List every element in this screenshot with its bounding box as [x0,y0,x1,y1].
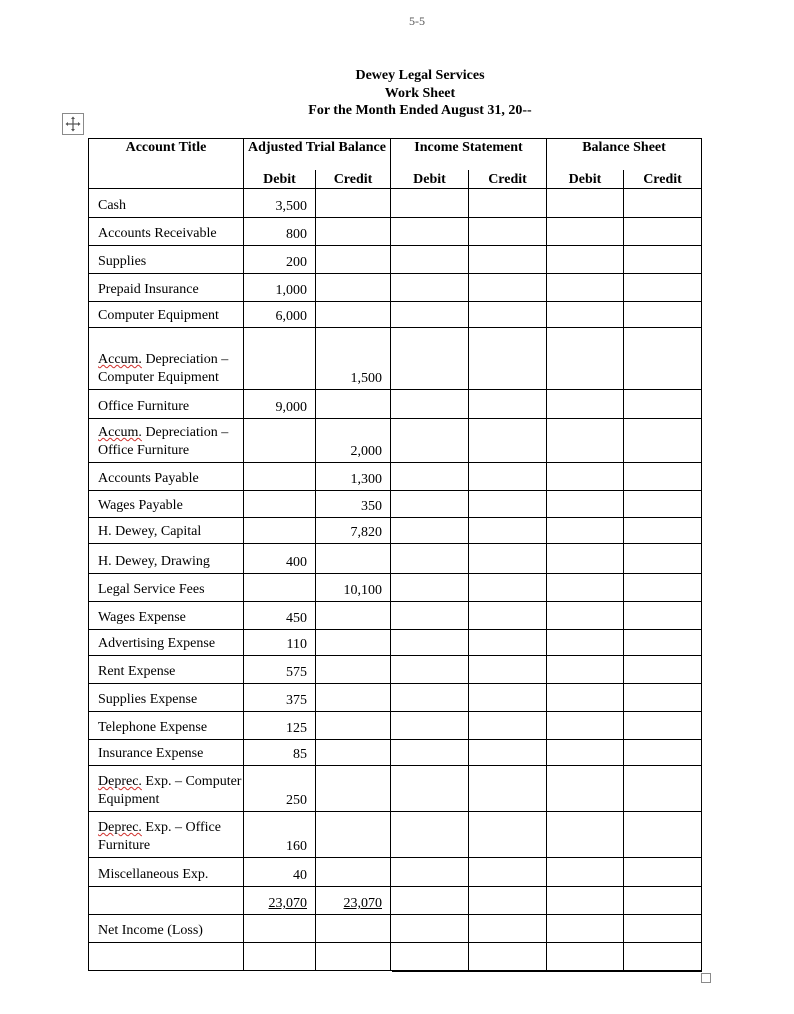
tb-credit-cell[interactable] [316,684,391,712]
tb-credit-value: 1,500 [350,371,382,386]
is-credit-cell[interactable] [469,218,547,246]
tb-debit-value: 400 [286,555,307,570]
is-credit-cell[interactable] [469,712,547,740]
tb-credit-cell[interactable] [316,463,391,491]
table-resize-handle[interactable] [701,973,711,983]
is-credit-cell[interactable] [469,491,547,518]
tb-debit-cell[interactable] [244,218,316,246]
account-title-cell[interactable]: Accum. Depreciation –Office Furniture [89,419,244,463]
tb-credit-cell[interactable] [316,328,391,390]
table-row [89,302,702,328]
tb-credit-cell[interactable] [316,712,391,740]
totals-row [89,887,702,915]
tb-debit-value: 250 [286,793,307,808]
table-row [89,574,702,602]
tb-credit-cell[interactable] [316,887,391,915]
account-title-cell[interactable]: Prepaid Insurance [89,274,244,302]
is-debit-cell[interactable] [391,491,469,518]
tb-debit-value: 110 [286,637,307,652]
tb-debit-cell[interactable] [244,544,316,574]
bs-credit-cell[interactable] [624,712,702,740]
is-debit-cell[interactable] [391,518,469,544]
bs-debit-cell[interactable] [547,684,624,712]
tb-debit-cell[interactable] [244,943,316,971]
account-title-cell[interactable]: Cash [89,189,244,218]
account-title-cell[interactable]: Wages Payable [89,491,244,518]
is-credit-cell[interactable] [469,274,547,302]
bs-debit-cell[interactable] [547,218,624,246]
bs-credit-cell[interactable] [624,544,702,574]
report-title: Work Sheet [384,85,456,101]
is-debit-cell[interactable] [391,684,469,712]
tb-debit-value: 6,000 [275,309,307,324]
tb-debit-value: 160 [286,839,307,854]
bs-credit-cell[interactable] [624,656,702,684]
tb-debit-cell[interactable] [244,656,316,684]
table-row [89,491,702,518]
table-row [89,656,702,684]
tb-debit-value: 3,500 [275,199,307,214]
tb-debit-value: 85 [293,747,307,762]
is-credit-cell[interactable] [469,390,547,419]
table-bottom-rule [392,971,702,972]
is-credit-cell[interactable] [469,463,547,491]
tb-debit-cell[interactable] [244,274,316,302]
is-debit-cell[interactable] [391,630,469,656]
is-credit-cell[interactable] [469,656,547,684]
tb-credit-cell[interactable] [316,602,391,630]
worksheet-heading [0,67,794,120]
tb-debit-cell[interactable] [244,189,316,218]
bs-debit-cell[interactable] [547,915,624,943]
tb-debit-value: 125 [286,721,307,736]
tb-credit-cell[interactable] [316,656,391,684]
bs-credit-cell[interactable] [624,463,702,491]
table-row [89,419,702,463]
account-title-cell[interactable]: Supplies [89,246,244,274]
is-credit-cell[interactable] [469,328,547,390]
tb-debit-cell[interactable] [244,766,316,812]
table-row [89,518,702,544]
tb-credit-cell[interactable] [316,766,391,812]
tb-debit-cell[interactable] [244,302,316,328]
table-row [89,390,702,419]
is-credit-cell[interactable] [469,943,547,971]
tb-debit-cell[interactable] [244,858,316,887]
header-row-groups [89,139,702,170]
table-row [89,602,702,630]
tb-credit-cell[interactable] [316,189,391,218]
account-title-cell[interactable]: Miscellaneous Exp. [89,858,244,887]
is-debit-cell[interactable] [391,915,469,943]
account-title-cell[interactable]: Office Furniture [89,390,244,419]
tb-credit-cell[interactable] [316,858,391,887]
is-debit-header: Debit [391,170,469,189]
bs-credit-cell[interactable] [624,915,702,943]
tb-debit-value: 200 [286,255,307,270]
is-debit-cell[interactable] [391,574,469,602]
bs-credit-cell[interactable] [624,302,702,328]
is-debit-cell[interactable] [391,274,469,302]
tb-credit-value: 1,300 [350,472,382,487]
bs-credit-cell[interactable] [624,574,702,602]
tb-credit-cell[interactable] [316,246,391,274]
bs-credit-cell[interactable] [624,887,702,915]
tb-credit-cell[interactable] [316,518,391,544]
tb-credit-cell[interactable] [316,544,391,574]
tb-debit-cell[interactable] [244,712,316,740]
table-row [89,463,702,491]
is-debit-cell[interactable] [391,858,469,887]
tb-debit-value: 1,000 [275,283,307,298]
bs-debit-cell[interactable] [547,390,624,419]
bs-debit-cell[interactable] [547,740,624,766]
tb-credit-cell[interactable] [316,419,391,463]
account-title-cell[interactable]: Insurance Expense [89,740,244,766]
tb-credit-cell[interactable] [316,812,391,858]
bs-debit-cell[interactable] [547,302,624,328]
account-title-cell[interactable] [89,887,244,915]
is-credit-cell[interactable] [469,740,547,766]
is-credit-cell[interactable] [469,858,547,887]
is-credit-cell[interactable] [469,419,547,463]
bs-debit-header: Debit [547,170,624,189]
is-credit-cell[interactable] [469,302,547,328]
tb-debit-value: 800 [286,227,307,242]
table-row [89,189,702,218]
tb-credit-cell[interactable] [316,491,391,518]
is-debit-cell[interactable] [391,189,469,218]
tb-debit-cell[interactable] [244,518,316,544]
bs-debit-cell[interactable] [547,943,624,971]
page-number: 5-5 [409,14,425,28]
tb-credit-cell[interactable] [316,943,391,971]
bs-credit-cell[interactable] [624,858,702,887]
table-row [89,740,702,766]
bs-debit-cell[interactable] [547,246,624,274]
is-debit-cell[interactable] [391,602,469,630]
bs-credit-cell[interactable] [624,189,702,218]
bs-credit-cell[interactable] [624,390,702,419]
tb-debit-value: 575 [286,665,307,680]
tb-debit-cell[interactable] [244,491,316,518]
bs-credit-cell[interactable] [624,766,702,812]
is-debit-cell[interactable] [391,812,469,858]
is-credit-header: Credit [469,170,547,189]
account-title-cell[interactable]: Legal Service Fees [89,574,244,602]
account-title-cell[interactable]: Telephone Expense [89,712,244,740]
tb-debit-cell[interactable] [244,328,316,390]
net-income-row [89,915,702,943]
bs-credit-header: Credit [624,170,702,189]
table-row [89,274,702,302]
table-row [89,218,702,246]
is-credit-cell[interactable] [469,684,547,712]
bs-debit-cell[interactable] [547,602,624,630]
tb-debit-cell[interactable] [244,463,316,491]
tb-credit-cell[interactable] [316,274,391,302]
tb-debit-cell[interactable] [244,684,316,712]
table-row [89,630,702,656]
bs-credit-cell[interactable] [624,812,702,858]
account-title-cell[interactable]: Advertising Expense [89,630,244,656]
is-credit-cell[interactable] [469,887,547,915]
bs-credit-cell[interactable] [624,602,702,630]
tb-credit-cell[interactable] [316,915,391,943]
table-row [89,544,702,574]
tb-credit-total: 23,070 [343,896,382,911]
bs-credit-cell[interactable] [624,684,702,712]
tb-debit-cell[interactable] [244,390,316,419]
account-title-cell[interactable]: Accounts Receivable [89,218,244,246]
bs-debit-cell[interactable] [547,574,624,602]
is-debit-cell[interactable] [391,740,469,766]
bs-credit-cell[interactable] [624,218,702,246]
bs-credit-cell[interactable] [624,518,702,544]
bs-credit-cell[interactable] [624,328,702,390]
bs-debit-cell[interactable] [547,419,624,463]
header-row-subcolumns [89,170,702,189]
account-title-cell[interactable]: H. Dewey, Drawing [89,544,244,574]
bs-debit-cell[interactable] [547,812,624,858]
table-row [89,812,702,858]
tb-debit-value: 9,000 [275,400,307,415]
tb-debit-cell[interactable] [244,630,316,656]
bs-credit-cell[interactable] [624,274,702,302]
is-debit-cell[interactable] [391,419,469,463]
trial-balance-header: Adjusted Trial Balance [244,139,391,170]
bs-credit-cell[interactable] [624,943,702,971]
bs-debit-cell[interactable] [547,491,624,518]
tb-credit-cell[interactable] [316,740,391,766]
table-row [89,684,702,712]
bs-debit-cell[interactable] [547,712,624,740]
account-title-cell[interactable]: Rent Expense [89,656,244,684]
blank-row [89,943,702,971]
account-title-cell[interactable]: Net Income (Loss) [89,915,244,943]
is-debit-cell[interactable] [391,328,469,390]
tb-debit-value: 375 [286,693,307,708]
company-name: Dewey Legal Services [355,68,485,83]
is-debit-cell[interactable] [391,656,469,684]
table-row [89,712,702,740]
tb-credit-value: 7,820 [350,525,382,540]
account-title-header-blank [89,170,244,189]
account-title-cell[interactable]: Wages Expense [89,602,244,630]
bs-credit-cell[interactable] [624,246,702,274]
account-title-cell[interactable]: Accum. Depreciation –Computer Equipment [89,328,244,390]
bs-credit-cell[interactable] [624,740,702,766]
table-row [89,766,702,812]
is-credit-cell[interactable] [469,189,547,218]
tb-credit-header: Credit [316,170,391,189]
tb-credit-value: 350 [361,499,382,514]
table-row [89,328,702,390]
is-debit-cell[interactable] [391,712,469,740]
tb-debit-cell[interactable] [244,915,316,943]
bs-debit-cell[interactable] [547,544,624,574]
report-period: For the Month Ended August 31, 20-- [308,103,532,118]
is-debit-cell[interactable] [391,943,469,971]
worksheet-table [88,138,702,971]
table-row [89,246,702,274]
tb-debit-cell[interactable] [244,246,316,274]
account-title-cell[interactable]: Supplies Expense [89,684,244,712]
tb-credit-cell[interactable] [316,630,391,656]
is-credit-cell[interactable] [469,602,547,630]
tb-credit-cell[interactable] [316,574,391,602]
tb-debit-cell[interactable] [244,812,316,858]
bs-debit-cell[interactable] [547,766,624,812]
bs-credit-cell[interactable] [624,419,702,463]
bs-debit-cell[interactable] [547,518,624,544]
bs-debit-cell[interactable] [547,858,624,887]
bs-debit-cell[interactable] [547,328,624,390]
tb-credit-cell[interactable] [316,390,391,419]
is-credit-cell[interactable] [469,630,547,656]
bs-debit-cell[interactable] [547,189,624,218]
is-credit-cell[interactable] [469,812,547,858]
tb-debit-cell[interactable] [244,887,316,915]
table-move-handle[interactable] [62,113,84,135]
move-icon [65,116,81,132]
tb-credit-cell[interactable] [316,302,391,328]
bs-debit-cell[interactable] [547,630,624,656]
is-credit-cell[interactable] [469,766,547,812]
bs-credit-cell[interactable] [624,630,702,656]
bs-debit-cell[interactable] [547,656,624,684]
account-title-header: Account Title [89,139,244,170]
tb-debit-cell[interactable] [244,419,316,463]
tb-credit-value: 2,000 [350,444,382,459]
is-credit-cell[interactable] [469,518,547,544]
bs-debit-cell[interactable] [547,274,624,302]
tb-debit-value: 450 [286,611,307,626]
is-credit-cell[interactable] [469,915,547,943]
account-title-cell[interactable]: Computer Equipment [89,302,244,328]
is-credit-cell[interactable] [469,574,547,602]
tb-debit-cell[interactable] [244,602,316,630]
is-debit-cell[interactable] [391,302,469,328]
tb-debit-total: 23,070 [268,896,307,911]
balance-sheet-header: Balance Sheet [547,139,702,170]
is-credit-cell[interactable] [469,544,547,574]
is-debit-cell[interactable] [391,463,469,491]
is-debit-cell[interactable] [391,390,469,419]
is-debit-cell[interactable] [391,766,469,812]
account-title-cell[interactable]: Accounts Payable [89,463,244,491]
is-debit-cell[interactable] [391,544,469,574]
account-title-cell[interactable]: Deprec. Exp. – Office Furniture [89,812,244,858]
tb-credit-value: 10,100 [343,583,382,598]
tb-debit-header: Debit [244,170,316,189]
income-statement-header: Income Statement [391,139,547,170]
is-debit-cell[interactable] [391,246,469,274]
is-credit-cell[interactable] [469,246,547,274]
is-debit-cell[interactable] [391,887,469,915]
tb-debit-cell[interactable] [244,574,316,602]
bs-debit-cell[interactable] [547,887,624,915]
tb-debit-value: 40 [293,868,307,883]
bs-credit-cell[interactable] [624,491,702,518]
account-title-cell[interactable] [89,943,244,971]
tb-credit-cell[interactable] [316,218,391,246]
table-row [89,858,702,887]
bs-debit-cell[interactable] [547,463,624,491]
tb-debit-cell[interactable] [244,740,316,766]
is-debit-cell[interactable] [391,218,469,246]
account-title-cell[interactable]: H. Dewey, Capital [89,518,244,544]
account-title-cell[interactable]: Deprec. Exp. – Computer Equipment [89,766,244,812]
